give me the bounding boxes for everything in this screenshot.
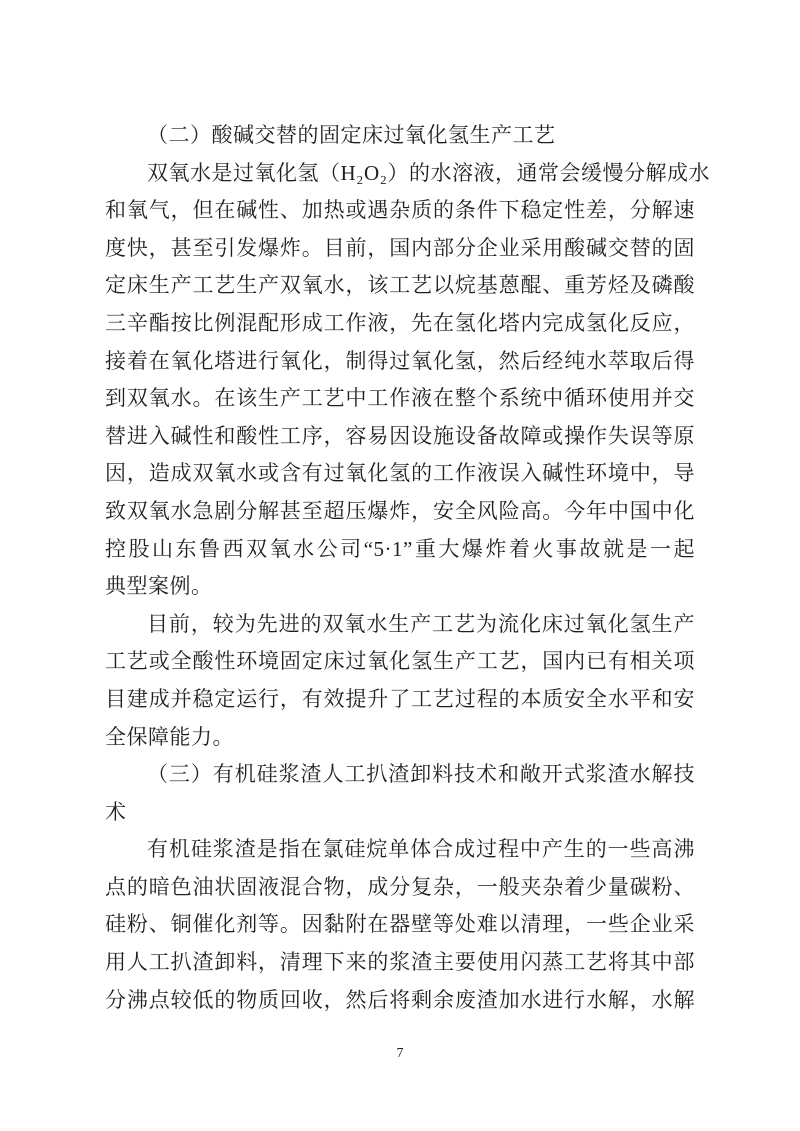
section-heading-3-line-1: （三）有机硅浆渣人工扒渣卸料技术和敞开式浆渣水解技 — [147, 762, 695, 787]
paragraph-line: 全保障能力。 — [105, 724, 234, 749]
document-body — [105, 117, 710, 1019]
paragraph-line: 目前，较为先进的双氧水生产工艺为流化床过氧化氢生产 — [147, 611, 695, 636]
paragraph-line: 到双氧水。在该生产工艺中工作液在整个系统中循环使用并交 — [105, 386, 695, 411]
paragraph-line: 致双氧水急剧分解甚至超压爆炸，安全风险高。今年中国中化 — [105, 498, 695, 523]
paragraph-line: 因，造成双氧水或含有过氧化氢的工作液误入碱性环境中，导 — [105, 461, 695, 486]
paragraph-line: 双氧水是过氧化氢（H₂O₂）的水溶液，通常会缓慢分解成水 — [147, 160, 710, 185]
paragraph-line: 控股山东鲁西双氧水公司“5·1”重大爆炸着火事故就是一起 — [105, 536, 695, 561]
paragraph-line: 定床生产工艺生产双氧水，该工艺以烷基蒽醌、重芳烃及磷酸 — [105, 273, 695, 298]
paragraph-line: 硅粉、铜催化剂等。因黏附在器壁等处难以清理，一些企业采 — [105, 912, 695, 937]
paragraph-line: 三辛酯按比例混配形成工作液，先在氢化塔内完成氢化反应， — [105, 310, 695, 335]
paragraph-line: 用人工扒渣卸料，清理下来的浆渣主要使用闪蒸工艺将其中部 — [105, 950, 695, 975]
paragraph-line: 接着在氧化塔进行氧化，制得过氧化氢，然后经纯水萃取后得 — [105, 348, 695, 373]
section-heading-2: （二）酸碱交替的固定床过氧化氢生产工艺 — [147, 123, 556, 147]
paragraph-line: 点的暗色油状固液混合物，成分复杂，一般夹杂着少量碳粉、 — [105, 874, 695, 899]
paragraph-line: 典型案例。 — [105, 574, 213, 599]
paragraph-line: 替进入碱性和酸性工序，容易因设施设备故障或操作失误等原 — [105, 423, 695, 448]
paragraph-line: 度快，甚至引发爆炸。目前，国内部分企业采用酸碱交替的固 — [105, 235, 695, 260]
paragraph-line: 和氧气，但在碱性、加热或遇杂质的条件下稳定性差，分解速 — [105, 198, 695, 223]
paragraph-line: 目建成并稳定运行，有效提升了工艺过程的本质安全水平和安 — [105, 686, 695, 711]
section-heading-3-line-2: 术 — [105, 799, 127, 824]
page-number: 7 — [396, 1046, 404, 1061]
paragraph-line: 分沸点较低的物质回收，然后将剩余废渣加水进行水解，水解 — [105, 987, 695, 1012]
paragraph-line: 工艺或全酸性环境固定床过氧化氢生产工艺，国内已有相关项 — [105, 649, 695, 674]
paragraph-line: 有机硅浆渣是指在氯硅烷单体合成过程中产生的一些高沸 — [147, 837, 695, 862]
